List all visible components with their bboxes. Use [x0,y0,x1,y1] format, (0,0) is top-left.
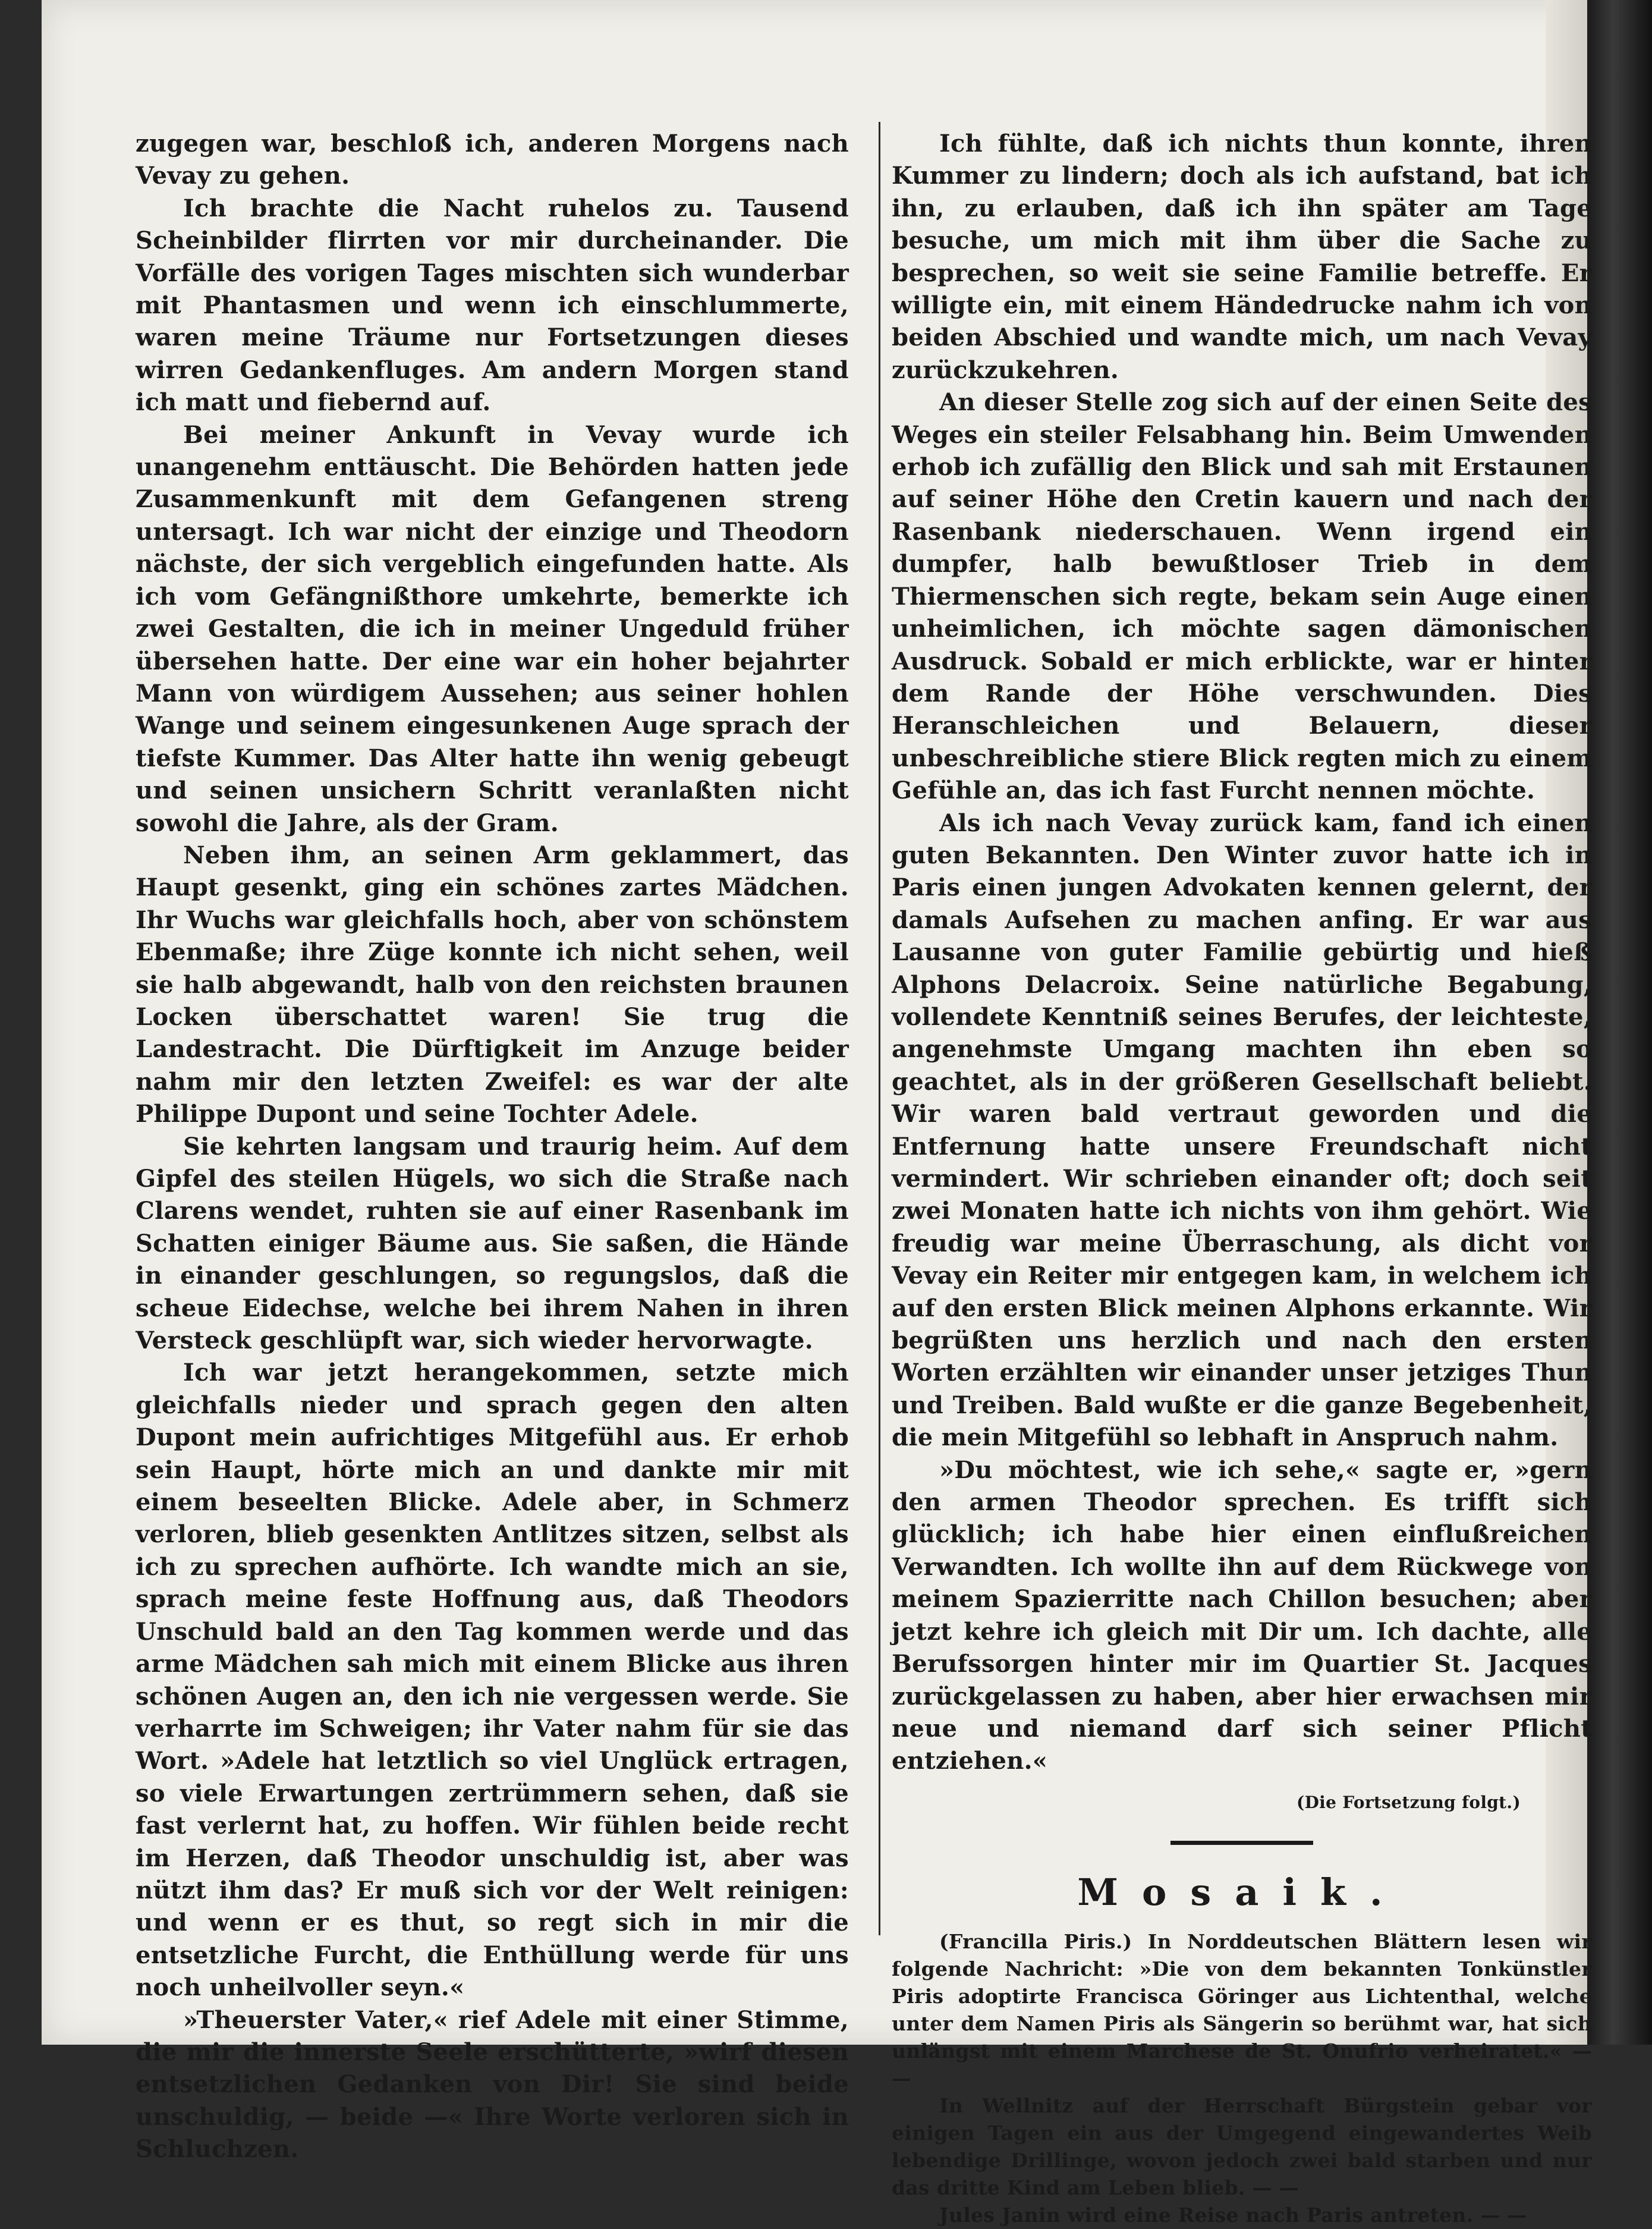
paragraph: zugegen war, beschloß ich, anderen Morgens nach Vevay zu gehen. [136,130,849,190]
paragraph: Ich war jetzt herangekommen, setzte mich gleichfalls nieder und sprach gegen den alten Dupont mein aufrichtiges Mitgefühl aus. Er erhob sein Haupt, hörte mich an und dankte mir mit einem beseelten Blicke. Adele aber, in Schmerz verloren, blieb gesenkten Antlitzes sitzen, selbst als ich zu sprechen aufhörte. Ich wandte mich an sie, sprach meine feste Hoffnung aus, daß Theodors Unschuld bald an den Tag kommen werde und das arme Mädchen sah mich mit einem Blicke aus ihren schönen Augen an, den ich nie vergessen werde. Sie verharrte im Schweigen; ihr Vater nahm für sie das Wort. »Adele hat letztlich so viel Unglück ertragen, so viele Erwartungen zertrümmern sehen, daß sie fast verlernt hat, zu hoffen. Wir fühlen beide recht im Herzen, daß Theodor unschuldig ist, aber was nützt ihm das? Er muß sich vor der Welt reinigen: und wenn er es thut, so regt sich in mir die entsetzliche Furcht, die Enthüllung werde für uns noch unheilvoller seyn.« [136,1359,849,2002]
column-divider [879,122,880,1935]
paragraph: Bei meiner Ankunft in Vevay wurde ich unangenehm enttäuscht. Die Behörden hatten jede Zusammenkunft mit dem Gefangenen streng untersagt. Ich war nicht der einzige und Theodorn nächste, der sich vergeblich eingefunden hatte. Als ich vom Gefängnißthore umkehrte, bemerkte ich zwei Gestalten, die ich in meiner Ungeduld früher übersehen hatte. Der eine war ein hoher bejahrter Mann von würdigem Aussehen; aus seiner hohlen Wange und seinem eingesunkenen Auge sprach der tiefste Kummer. Das Alter hatte ihn wenig gebeugt und seinen unsichern Schritt veranlaßten nicht sowohl die Jahre, als der Gram. [136,420,849,837]
scan-edge [1587,0,1652,2045]
mosaik-item: In Wellnitz auf der Herrschaft Bürgstein gebar vor einigen Tagen ein aus der Umgegend eingewandertes Weib lebendige Drillinge, wovon jedoch zwei bald starben und nur das dritte Kind am Leben blieb. — — [892,2093,1592,2199]
paragraph: Sie kehrten langsam und traurig heim. Auf dem Gipfel des steilen Hügels, wo sich die Straße nach Clarens wendet, ruhten sie auf einer Rasenbank im Schatten einiger Bäume aus. Sie saßen, die Hände in einander geschlungen, so regungslos, daß die scheue Eidechse, welche bei ihrem Nahen in ihren Versteck geschlüpft war, sich wieder hervorwagte. [136,1132,849,1355]
right-column [892,128,1592,2229]
section-rule [1170,1841,1313,1845]
paragraph: Neben ihm, an seinen Arm geklammert, das Haupt gesenkt, ging ein schönes zartes Mädchen. Ihr Wuchs war gleichfalls hoch, aber von schönstem Ebenmaße; ihre Züge konnte ich nicht sehen, weil sie halb abgewandt, halb von den reichsten braunen Locken überschattet waren! Sie trug die Landestracht. Die Dürftigkeit im Anzuge beider nahm mir den letzten Zweifel: es war der alte Philippe Dupont und seine Tochter Adele. [136,841,849,1128]
paragraph: »Du möchtest, wie ich sehe,« sagte er, »gern den armen Theodor sprechen. Es trifft sich glücklich; ich habe hier einen einflußreichen Verwandten. Ich wollte ihn auf dem Rückwege von meinem Spazierritte nach Chillon besuchen; aber jetzt kehre ich gleich mit Dir um. Ich dachte, alle Berufssorgen hinter mir im Quartier St. Jacques zurückgelassen zu haben, aber hier erwachsen mir neue und niemand darf sich seiner Pflicht entziehen.« [892,1455,1592,1775]
paragraph: An dieser Stelle zog sich auf der einen Seite des Weges ein steiler Felsabhang hin. Beim Umwenden erhob ich zufällig den Blick und sah mit Erstaunen auf seiner Höhe den Cretin kauern und nach der Rasenbank niederschauen. Wenn irgend ein dumpfer, halb bewußtloser Trieb in dem Thiermenschen sich regte, bekam sein Auge einen unheimlichen, ich möchte sagen dämonischen Ausdruck. Sobald er mich erblickte, war er hinter dem Rande der Höhe verschwunden. Dies Heranschleichen und Belauern, dieser unbeschreibliche stiere Blick regten mich zu einem Gefühle an, das ich fast Furcht nennen möchte. [892,388,1592,805]
mosaik-item: (Francilla Piris.) In Norddeutschen Blättern lesen wir folgende Nachricht: »Die von dem bekannten Tonkünstler Piris adoptirte Francisca Göringer aus Lichtenthal, welche unter dem Namen Piris als Sängerin so berühmt war, hat sich unlängst mit einem Marchese de St. Onufrio verheiratet.« — — [892,1929,1592,2090]
continuation-note: (Die Fortsetzung folgt.) [1297,1792,1521,1812]
left-column [136,128,849,2166]
mosaik-section [892,1928,1592,2229]
paragraph: Als ich nach Vevay zurück kam, fand ich einen guten Bekannten. Den Winter zuvor hatte ich in Paris einen jungen Advokaten kennen gelernt, der damals Aufsehen zu machen anfing. Er war aus Lausanne von guter Familie gebürtig und hieß Alphons Delacroix. Seine natürliche Begabung, vollendete Kenntniß seines Berufes, der leichteste, angenehmste Umgang machten ihn eben so geachtet, als in der größeren Gesellschaft beliebt. Wir waren bald vertraut geworden und die Entfernung hatte unsere Freundschaft nicht vermindert. Wir schrieben einander oft; doch seit zwei Monaten hatte ich nichts von ihm gehört. Wie freudig war meine Überraschung, als dicht vor Vevay ein Reiter mir entgegen kam, in welchem ich auf den ersten Blick meinen Alphons erkannte. Wir begrüßten uns herzlich und nach den ersten Worten erzählten wir einander unser jetziges Thun und Treiben. Bald wußte er die ganze Begebenheit, die mein Mitgefühl so lebhaft in Anspruch nahm. [892,809,1592,1452]
paragraph: Ich brachte die Nacht ruhelos zu. Tausend Scheinbilder flirrten vor mir durcheinander. Die Vorfälle des vorigen Tages mischten sich wunderbar mit Phantasmen und wenn ich einschlummerte, waren meine Träume nur Fortsetzungen dieses wirren Gedankenfluges. Am andern Morgen stand ich matt und fiebernd auf. [136,194,849,417]
section-title: Mosaik. [1077,1870,1406,1914]
mosaik-item: Jules Janin wird eine Reise nach Paris antreten. — — [939,2203,1527,2227]
paragraph: »Theuerster Vater,« rief Adele mit einer Stimme, die mir die innerste Seele erschütterte, »wirf diesen entsetzlichen Gedanken von Dir! Sie sind beide unschuldig, — beide —« Ihre Worte verloren sich in Schluchzen. [136,2005,849,2164]
paragraph: Ich fühlte, daß ich nichts thun konnte, ihren Kummer zu lindern; doch als ich aufstand, bat ich ihn, zu erlauben, daß ich ihn später am Tage besuche, um mich mit ihm über die Sache zu besprechen, so weit sie seine Familie betreffe. Er willigte ein, mit einem Händedrucke nahm ich von beiden Abschied und wandte mich, um nach Vevay zurückzukehren. [892,130,1592,384]
